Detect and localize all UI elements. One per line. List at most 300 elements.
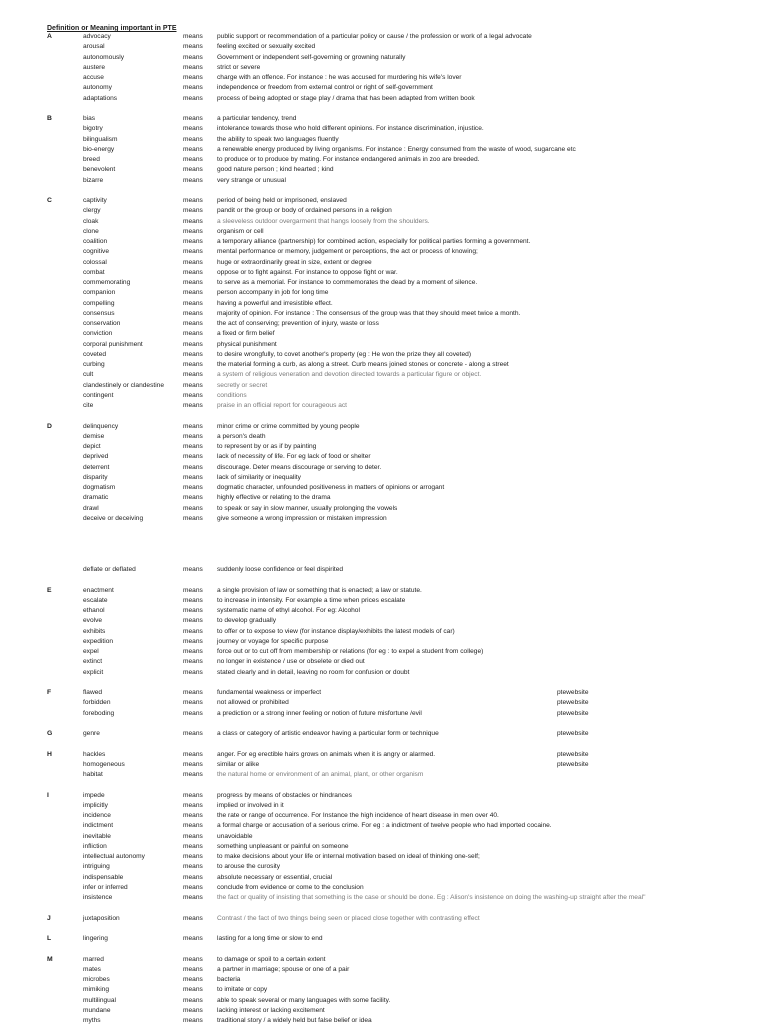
glossary-row — [0, 760, 768, 770]
glossary-row — [0, 657, 768, 667]
means-label: means — [183, 1006, 203, 1014]
glossary-row — [0, 391, 768, 401]
glossary-row — [0, 350, 768, 360]
means-label: means — [183, 853, 203, 860]
definition: the material forming a curb, as along a street. Curb means joined stones or concrete - along a street — [217, 361, 509, 368]
definition: lasting for a long time or slow to end — [217, 935, 323, 942]
definition: the rate or range of occurrence. For Instance the high incidence of heart disease in men over 40. — [217, 812, 499, 819]
source-note: ptewebsite — [557, 750, 589, 758]
glossary-row — [0, 206, 768, 216]
definition: a renewable energy produced by living organisms. For instance : Energy consumed from the waste of wood, sugarcane etc — [217, 145, 576, 153]
term: inevitable — [83, 832, 111, 840]
means-label: means — [183, 176, 203, 184]
term: demise — [83, 432, 105, 440]
definition: having a powerful and irresistible effect. — [217, 299, 333, 307]
glossary-row — [0, 63, 768, 73]
definition: a person's death — [217, 432, 266, 440]
glossary-row — [0, 934, 768, 944]
glossary-row — [0, 668, 768, 678]
means-label: means — [183, 340, 203, 348]
term: bio-energy — [83, 145, 115, 153]
glossary-row — [0, 309, 768, 319]
definition: pandit or the group or body of ordained persons in a religion — [217, 207, 392, 215]
definition: physical punishment — [217, 340, 277, 348]
term: autonomy — [83, 84, 112, 92]
means-label: means — [183, 320, 203, 327]
term: mimiking — [83, 986, 110, 994]
glossary-row — [0, 709, 768, 719]
definition: period of being held or imprisoned, enslaved — [217, 197, 347, 204]
document-title: Definition or Meaning important in PTE — [47, 25, 177, 32]
definition: able to speak several or many languages with some facility. — [217, 996, 391, 1004]
definition: unavoidable — [217, 832, 253, 840]
glossary-row — [0, 370, 768, 380]
glossary-row — [0, 627, 768, 637]
means-label: means — [183, 330, 203, 338]
term: evolve — [83, 617, 103, 625]
glossary-row — [0, 883, 768, 893]
definition: public support or recommendation of a particular policy or cause / the profession or work of a legal advocate — [217, 33, 532, 40]
means-label: means — [183, 125, 203, 133]
glossary-row — [0, 165, 768, 175]
means-label: means — [183, 473, 203, 481]
means-label: means — [183, 658, 203, 666]
definition: bacteria — [217, 976, 241, 983]
term: compelling — [83, 299, 115, 307]
glossary-row — [0, 688, 768, 698]
glossary-row — [0, 791, 768, 801]
definition: to increase in intensity. For example a time when prices escalate — [217, 596, 406, 604]
term: homogeneous — [83, 760, 125, 768]
term: breed — [83, 156, 100, 163]
glossary-row — [0, 893, 768, 903]
means-label: means — [183, 709, 203, 717]
means-label: means — [183, 361, 203, 368]
term: clergy — [83, 207, 101, 215]
glossary-row — [0, 565, 768, 575]
glossary-row — [0, 873, 768, 883]
glossary-row — [0, 42, 768, 52]
term: bizarre — [83, 176, 104, 184]
glossary-row — [0, 493, 768, 503]
glossary-row — [0, 145, 768, 155]
glossary-row — [0, 955, 768, 965]
term: microbes — [83, 976, 110, 983]
definition: majority of opinion. For instance : The consensus of the group was that they should meet twice a month. — [217, 309, 521, 317]
means-label: means — [183, 494, 203, 502]
glossary-row — [0, 514, 768, 524]
definition: progress by means of obstacles or hindrances — [217, 791, 352, 799]
section-letter: I — [47, 791, 49, 799]
glossary-row — [0, 329, 768, 339]
section-letter: A — [47, 33, 52, 40]
term: coalition — [83, 238, 108, 245]
means-label: means — [183, 668, 203, 676]
means-label: means — [183, 135, 203, 143]
term: explicit — [83, 668, 104, 676]
term: marred — [83, 955, 104, 963]
definition: to damage or spoil to a certain extent — [217, 955, 326, 963]
term: consensus — [83, 309, 115, 317]
definition: the ability to speak two languages fluently — [217, 135, 339, 143]
means-label: means — [183, 53, 203, 61]
means-label: means — [183, 43, 203, 51]
term: forbidden — [83, 699, 111, 707]
glossary-row — [0, 483, 768, 493]
definition: to represent by or as if by painting — [217, 443, 317, 450]
term: captivity — [83, 197, 107, 204]
term: contingent — [83, 391, 114, 399]
term: hackles — [83, 750, 106, 758]
definition: dogmatic character, unfounded positiveness in matters of opinions or arrogant — [217, 484, 445, 491]
term: drawl — [83, 504, 99, 512]
source-note: ptewebsite — [557, 760, 589, 768]
section-letter: E — [47, 586, 52, 594]
term: exhibits — [83, 627, 106, 635]
term: accuse — [83, 74, 104, 81]
means-label: means — [183, 402, 203, 409]
definition: implied or involved in it — [217, 801, 284, 809]
means-label: means — [183, 596, 203, 604]
means-label: means — [183, 976, 203, 983]
term: combat — [83, 268, 105, 276]
means-label: means — [183, 873, 203, 881]
means-label: means — [183, 391, 203, 399]
term: advocacy — [83, 33, 111, 40]
means-label: means — [183, 730, 203, 737]
source-note: ptewebsite — [557, 709, 589, 717]
definition: to produce or to produce by mating. For instance endangered animals in zoo are breeded. — [217, 156, 480, 163]
means-label: means — [183, 484, 203, 491]
means-label: means — [183, 760, 203, 768]
means-label: means — [183, 894, 203, 901]
glossary-row — [0, 258, 768, 268]
definition: mental performance or memory, judgement or perceptions, the act or process of knowing; — [217, 248, 478, 256]
section-letter: C — [47, 197, 52, 204]
means-label: means — [183, 832, 203, 840]
term: cult — [83, 371, 94, 379]
means-label: means — [183, 627, 203, 635]
definition: to speak or say in slow manner, usually prolonging the vowels — [217, 504, 398, 512]
section-letter: B — [47, 115, 52, 122]
term: coveted — [83, 350, 107, 358]
term: commemorating — [83, 279, 131, 286]
term: ethanol — [83, 607, 105, 614]
term: multilingual — [83, 996, 116, 1004]
glossary-row — [0, 637, 768, 647]
glossary-row — [0, 770, 768, 780]
definition: lacking interest or lacking excitement — [217, 1006, 325, 1014]
definition: the fact or quality of insisting that something is the case or should be done. Eg : Alison's insistence on doing the washing-up straight after the meal" — [217, 894, 646, 901]
glossary-row — [0, 237, 768, 247]
definition: a formal charge or accusation of a serious crime. For eg : a indictment of twelve people who had imported cocaine. — [217, 822, 552, 830]
term: expedition — [83, 637, 114, 645]
term: intellectual autonomy — [83, 853, 145, 860]
glossary-row — [0, 94, 768, 104]
term: incidence — [83, 812, 111, 819]
section-letter: G — [47, 730, 53, 737]
glossary-row — [0, 288, 768, 298]
means-label: means — [183, 381, 203, 389]
definition: a single provision of law or something that is enacted; a law or statute. — [217, 586, 422, 594]
definition: a system of religious veneration and devotion directed towards a particular figure or object. — [217, 371, 482, 379]
definition: a particular tendency, trend — [217, 115, 297, 122]
glossary-row — [0, 1006, 768, 1016]
source-note: ptewebsite — [557, 689, 589, 696]
glossary-row — [0, 811, 768, 821]
section-letter: L — [47, 935, 52, 942]
means-label: means — [183, 443, 203, 450]
glossary-row — [0, 842, 768, 852]
means-label: means — [183, 227, 203, 235]
means-label: means — [183, 1017, 203, 1024]
definition: absolute necessary or essential, crucial — [217, 873, 333, 881]
definition: discourage. Deter means discourage or serving to deter. — [217, 463, 382, 471]
means-label: means — [183, 750, 203, 758]
section-letter: H — [47, 750, 52, 758]
means-label: means — [183, 217, 203, 225]
glossary-row — [0, 247, 768, 257]
definition: suddenly loose confidence or feel dispirited — [217, 566, 344, 573]
definition: something unpleasant or painful on someone — [217, 842, 349, 850]
means-label: means — [183, 955, 203, 963]
definition: the act of conserving; prevention of injury, waste or loss — [217, 320, 379, 327]
glossary-row — [0, 852, 768, 862]
glossary-row — [0, 73, 768, 83]
definition: to imitate or copy — [217, 986, 268, 994]
definition: praise in an official report for courageous act — [217, 402, 347, 409]
definition: Contrast / the fact of two things being seen or placed close together with contrasting effect — [217, 914, 480, 922]
means-label: means — [183, 812, 203, 819]
glossary-row — [0, 432, 768, 442]
term: deceive or deceiving — [83, 514, 144, 522]
definition: a sleeveless outdoor overgarment that hangs loosely from the shoulders. — [217, 217, 430, 225]
means-label: means — [183, 586, 203, 594]
definition: anger. For eg erectible hairs grows on animals when it is angry or alarmed. — [217, 750, 436, 758]
means-label: means — [183, 648, 203, 655]
definition: no longer in existence / use or obselete or died out — [217, 658, 365, 666]
term: clandestinely or clandestine — [83, 381, 165, 389]
glossary-row — [0, 381, 768, 391]
glossary-row — [0, 473, 768, 483]
glossary-row — [0, 586, 768, 596]
definition: stated clearly and in detail, leaving no room for confusion or doubt — [217, 668, 410, 676]
term: cite — [83, 402, 94, 409]
means-label: means — [183, 566, 203, 573]
means-label: means — [183, 74, 203, 81]
glossary-row — [0, 196, 768, 206]
glossary-row — [0, 1016, 768, 1026]
term: foreboding — [83, 709, 115, 717]
glossary-row — [0, 647, 768, 657]
glossary-row — [0, 616, 768, 626]
term: austere — [83, 63, 105, 71]
definition: fundamental weakness or imperfect — [217, 689, 322, 696]
term: autonomously — [83, 53, 125, 61]
means-label: means — [183, 115, 203, 122]
definition: intolerance towards those who hold different opinions. For instance discrimination, injustice. — [217, 125, 484, 133]
definition: oppose or to fight against. For instance to oppose fight or war. — [217, 268, 398, 276]
term: infliction — [83, 842, 107, 850]
glossary-row — [0, 698, 768, 708]
term: myths — [83, 1017, 101, 1024]
glossary-row — [0, 114, 768, 124]
term: infer or inferred — [83, 883, 128, 891]
definition: to desire wrongfully, to covet another's property (eg : He won the prize they all coveted) — [217, 350, 472, 358]
term: conviction — [83, 330, 113, 338]
term: benevolent — [83, 166, 116, 174]
means-label: means — [183, 197, 203, 204]
means-label: means — [183, 996, 203, 1004]
glossary-row — [0, 821, 768, 831]
means-label: means — [183, 156, 203, 163]
term: mates — [83, 965, 101, 973]
definition: a temporary alliance (partnership) for combined action, especially for political parties forming a government. — [217, 238, 531, 245]
means-label: means — [183, 289, 203, 297]
glossary-row — [0, 299, 768, 309]
means-label: means — [183, 432, 203, 440]
glossary-row — [0, 442, 768, 452]
term: cloak — [83, 217, 99, 225]
means-label: means — [183, 309, 203, 317]
means-label: means — [183, 842, 203, 850]
term: lingering — [83, 935, 108, 942]
definition: to develop gradually — [217, 617, 277, 625]
glossary-row — [0, 135, 768, 145]
term: corporal punishment — [83, 340, 143, 348]
term: intriguing — [83, 863, 110, 871]
glossary-row — [0, 965, 768, 975]
glossary-row — [0, 217, 768, 227]
means-label: means — [183, 801, 203, 809]
section-letter: D — [47, 422, 52, 430]
term: indictment — [83, 822, 114, 830]
definition: conditions — [217, 391, 247, 399]
source-note: ptewebsite — [557, 699, 589, 707]
term: mundane — [83, 1006, 111, 1014]
means-label: means — [183, 238, 203, 245]
means-label: means — [183, 166, 203, 174]
definition: not allowed or prohibited — [217, 699, 289, 707]
glossary-row — [0, 360, 768, 370]
means-label: means — [183, 607, 203, 614]
term: expel — [83, 648, 99, 655]
definition: to make decisions about your life or internal motivation based on ideal of thinking one-self; — [217, 853, 480, 860]
means-label: means — [183, 504, 203, 512]
definition: lack of similarity or inequality — [217, 473, 301, 481]
term: bias — [83, 115, 96, 122]
term: flawed — [83, 689, 103, 696]
definition: the natural home or environment of an animal, plant, or other organism — [217, 771, 424, 778]
glossary-row — [0, 996, 768, 1006]
glossary-row — [0, 268, 768, 278]
definition: similar or alike — [217, 760, 260, 768]
definition: process of being adopted or stage play / drama that has been adapted from written book — [217, 94, 475, 102]
definition: independence or freedom from external control or right of self-government — [217, 84, 433, 92]
glossary-row — [0, 750, 768, 760]
means-label: means — [183, 33, 203, 40]
term: impede — [83, 791, 105, 799]
definition: to offer or to expose to view (for instance display/exhibits the latest models of car) — [217, 627, 455, 635]
means-label: means — [183, 453, 203, 461]
term: habitat — [83, 771, 103, 778]
means-label: means — [183, 914, 203, 922]
definition: minor crime or crime committed by young people — [217, 422, 360, 430]
term: extinct — [83, 658, 103, 666]
definition: Government or independent self-governing or growning naturally — [217, 53, 406, 61]
means-label: means — [183, 463, 203, 471]
glossary-row — [0, 319, 768, 329]
glossary-row — [0, 176, 768, 186]
term: disparity — [83, 473, 108, 481]
glossary-row — [0, 227, 768, 237]
means-label: means — [183, 299, 203, 307]
term: adaptations — [83, 94, 118, 102]
term: companion — [83, 289, 116, 297]
definition: person accompany in job for long time — [217, 289, 329, 297]
glossary-row — [0, 862, 768, 872]
term: curbing — [83, 361, 105, 368]
means-label: means — [183, 617, 203, 625]
definition: a prediction or a strong inner feeling or notion of future misfortune /evil — [217, 709, 422, 717]
term: bilingualism — [83, 135, 118, 143]
term: dogmatism — [83, 484, 116, 491]
means-label: means — [183, 84, 203, 92]
glossary-row — [0, 278, 768, 288]
term: genre — [83, 730, 100, 737]
glossary-row — [0, 504, 768, 514]
means-label: means — [183, 822, 203, 830]
definition: a fixed or firm belief — [217, 330, 275, 338]
glossary-row — [0, 985, 768, 995]
means-label: means — [183, 699, 203, 707]
means-label: means — [183, 637, 203, 645]
definition: good nature person ; kind hearted ; kind — [217, 166, 334, 174]
glossary-row — [0, 401, 768, 411]
glossary-row — [0, 832, 768, 842]
means-label: means — [183, 986, 203, 994]
term: arousal — [83, 43, 105, 51]
glossary-row — [0, 32, 768, 42]
definition: charge with an offence. For instance : he was accused for murdering his wife's lover — [217, 74, 462, 81]
term: deprived — [83, 453, 109, 461]
term: delinquency — [83, 422, 119, 430]
glossary-row — [0, 422, 768, 432]
term: indispensable — [83, 873, 124, 881]
definition: give someone a wrong impression or mistaken impression — [217, 514, 387, 522]
term: bigotry — [83, 125, 103, 133]
term: clone — [83, 227, 99, 235]
definition: huge or extraordinarily great in size, extent or degree — [217, 258, 372, 266]
glossary-row — [0, 596, 768, 606]
definition: traditional story / a widely held but false belief or idea — [217, 1017, 372, 1024]
means-label: means — [183, 145, 203, 153]
means-label: means — [183, 883, 203, 891]
term: deterrent — [83, 463, 110, 471]
source-note: ptewebsite — [557, 730, 589, 737]
means-label: means — [183, 248, 203, 256]
means-label: means — [183, 965, 203, 973]
means-label: means — [183, 771, 203, 778]
section-letter: F — [47, 689, 52, 696]
definition: organism or cell — [217, 227, 264, 235]
term: deflate or deflated — [83, 566, 136, 573]
means-label: means — [183, 279, 203, 286]
glossary-row — [0, 606, 768, 616]
definition: to serve as a memorial. For instance to commemorates the dead by a moment of silence. — [217, 279, 478, 286]
definition: force out or to cut off from membership or relations (for eg : to expel a student from college) — [217, 648, 484, 655]
means-label: means — [183, 350, 203, 358]
